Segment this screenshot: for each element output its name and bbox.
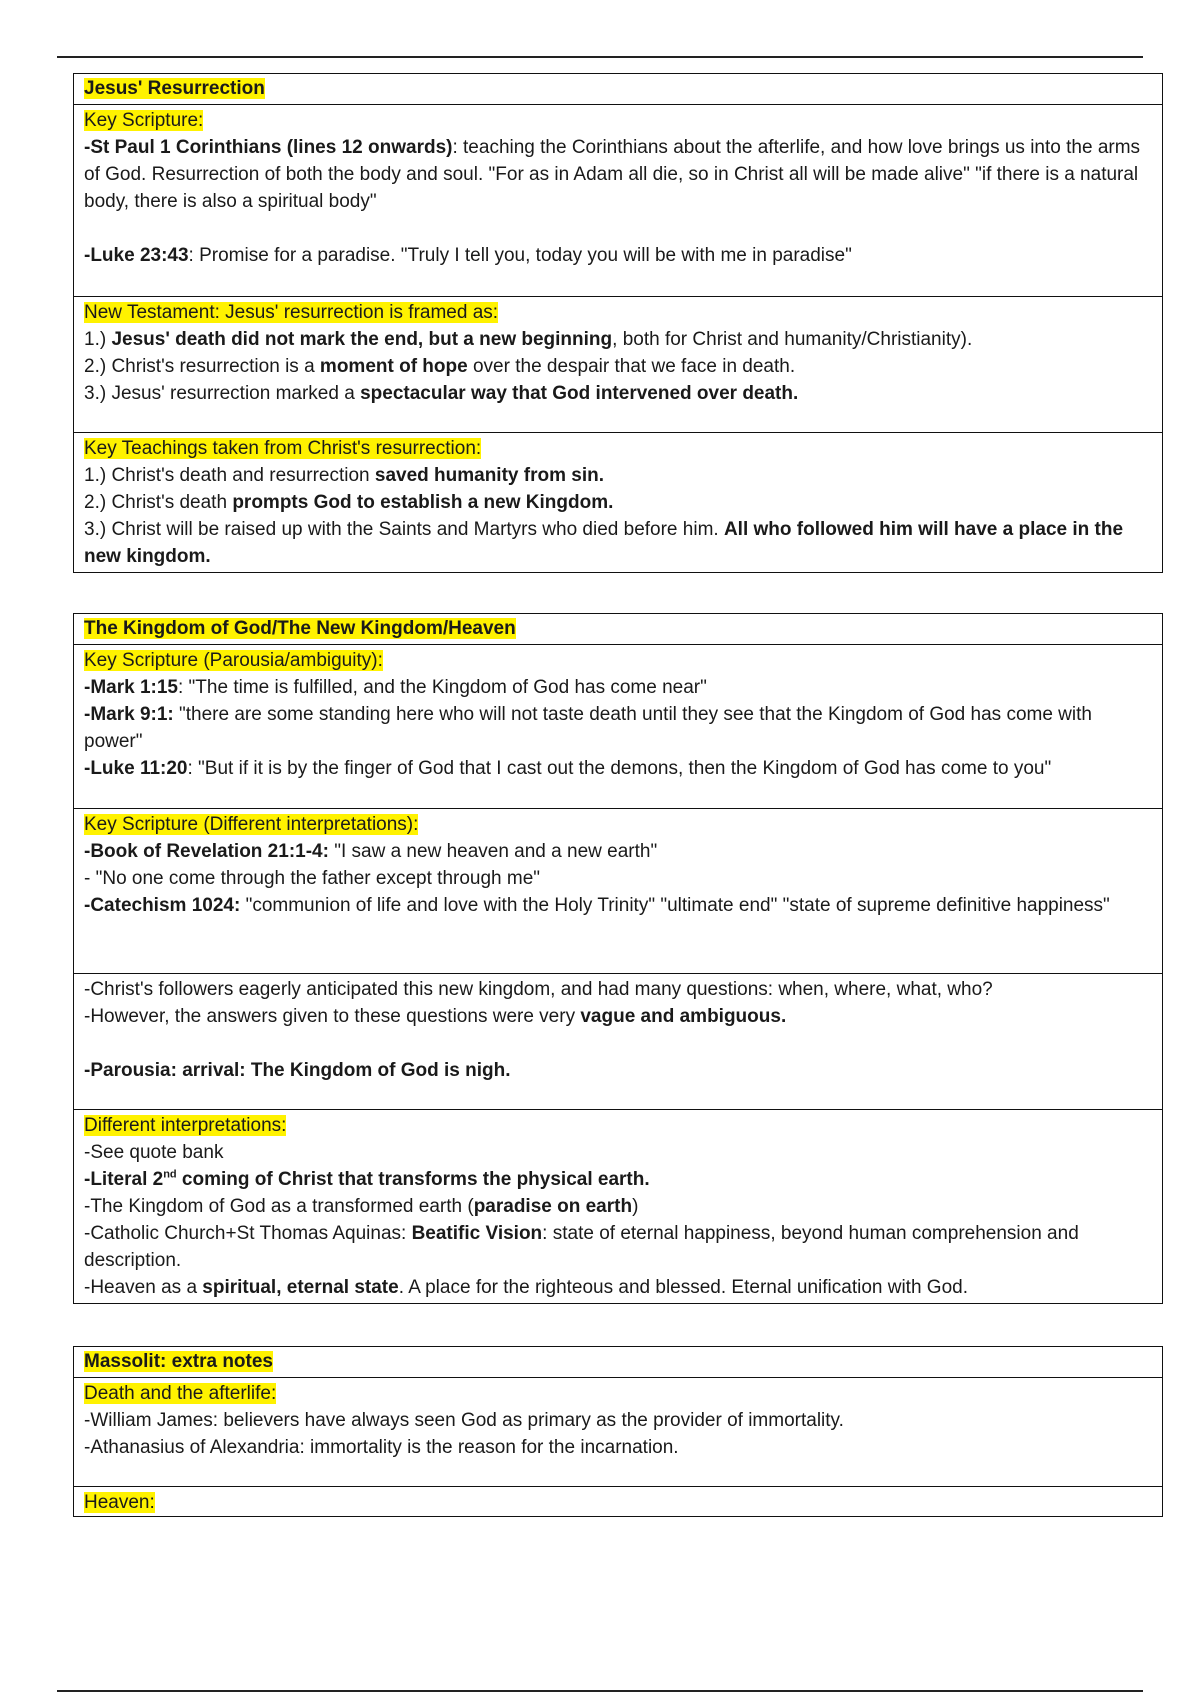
list-item: 3.) Christ will be raised up with the Saints and Martyrs who died before him. All who followed him will have a place in the new kingdom. xyxy=(84,519,1124,567)
scripture-entry: -Luke 11:20: "But if it is by the finger of God that I cast out the demons, then the Kingdom of God has come to you" xyxy=(84,758,1052,779)
list-item: -The Kingdom of God as a transformed earth (paradise on earth) xyxy=(84,1196,639,1217)
list-item: -Literal 2nd coming of Christ that transforms the physical earth. xyxy=(84,1168,650,1190)
key-teachings-section xyxy=(74,432,1162,572)
table-title: Jesus' Resurrection xyxy=(84,78,265,99)
section-heading: New Testament: Jesus' resurrection is framed as: xyxy=(84,302,499,323)
page-top-rule xyxy=(57,56,1143,58)
body-text: -However, the answers given to these questions were very vague and ambiguous. xyxy=(84,1006,787,1027)
table-header-row xyxy=(74,74,1162,104)
list-item: 3.) Jesus' resurrection marked a spectacular way that God intervened over death. xyxy=(84,383,799,404)
scripture-entry: -Mark 9:1: "there are some standing here who will not taste death until they see that the Kingdom of God has come with power" xyxy=(84,704,1092,752)
followers-section xyxy=(74,973,1162,1109)
key-scripture-section xyxy=(74,104,1162,296)
table-title: Massolit: extra notes xyxy=(84,1351,273,1372)
scripture-entry: -Book of Revelation 21:1-4: "I saw a new heaven and a new earth" xyxy=(84,841,658,862)
list-item: 1.) Jesus' death did not mark the end, but a new beginning, both for Christ and humanity/Christianity). xyxy=(84,329,973,350)
section-heading: Key Scripture (Parousia/ambiguity): xyxy=(84,650,383,671)
section-heading: Key Teachings taken from Christ's resurrection: xyxy=(84,438,482,459)
new-testament-section xyxy=(74,296,1162,432)
section-heading: Heaven: xyxy=(84,1492,155,1513)
parousia-line: -Parousia: arrival: The Kingdom of God is nigh. xyxy=(84,1060,511,1081)
section-heading: Death and the afterlife: xyxy=(84,1383,277,1404)
body-text: -Christ's followers eagerly anticipated this new kingdom, and had many questions: when, where, what, who? xyxy=(84,979,993,1000)
list-item: 2.) Christ's resurrection is a moment of hope over the despair that we face in death. xyxy=(84,356,796,377)
table-header-row xyxy=(74,614,1162,644)
section-heading: Different interpretations: xyxy=(84,1115,287,1136)
interpretations-scripture-section xyxy=(74,808,1162,973)
kingdom-of-god-table xyxy=(73,613,1163,1304)
heaven-section xyxy=(74,1486,1162,1516)
massolit-notes-table xyxy=(73,1346,1163,1517)
list-item: -See quote bank xyxy=(84,1142,224,1163)
list-item: -Catholic Church+St Thomas Aquinas: Beatific Vision: state of eternal happiness, beyond human comprehension and description. xyxy=(84,1223,1079,1271)
table-header-row xyxy=(74,1347,1162,1377)
table-title: The Kingdom of God/The New Kingdom/Heaven xyxy=(84,618,516,639)
scripture-entry: -Catechism 1024: "communion of life and love with the Holy Trinity" "ultimate end" "state of supreme definitive happiness" xyxy=(84,895,1110,916)
scripture-entry: -St Paul 1 Corinthians (lines 12 onwards): teaching the Corinthians about the afterlife, and how love brings us into the arms of God. Resurrection of both the body and soul. "For as in Adam all die, so in Christ all will be made alive" "if there is a natural body, there is also a spiritual body" xyxy=(84,137,1141,212)
resurrection-table xyxy=(73,73,1163,573)
different-interpretations-section xyxy=(74,1109,1162,1303)
death-afterlife-section xyxy=(74,1377,1162,1486)
list-item: 2.) Christ's death prompts God to establish a new Kingdom. xyxy=(84,492,614,513)
body-text: -William James: believers have always seen God as primary as the provider of immortality. xyxy=(84,1410,844,1431)
list-item: -Heaven as a spiritual, eternal state. A place for the righteous and blessed. Eternal unification with God. xyxy=(84,1277,968,1298)
scripture-entry: -Luke 23:43: Promise for a paradise. "Truly I tell you, today you will be with me in paradise" xyxy=(84,245,852,266)
parousia-scripture-section xyxy=(74,644,1162,808)
section-heading: Key Scripture (Different interpretations): xyxy=(84,814,419,835)
scripture-entry: - "No one come through the father except through me" xyxy=(84,868,541,889)
body-text: -Athanasius of Alexandria: immortality is the reason for the incarnation. xyxy=(84,1437,679,1458)
page-bottom-rule xyxy=(57,1690,1143,1692)
scripture-entry: -Mark 1:15: "The time is fulfilled, and the Kingdom of God has come near" xyxy=(84,677,707,698)
section-heading: Key Scripture: xyxy=(84,110,204,131)
list-item: 1.) Christ's death and resurrection saved humanity from sin. xyxy=(84,465,604,486)
